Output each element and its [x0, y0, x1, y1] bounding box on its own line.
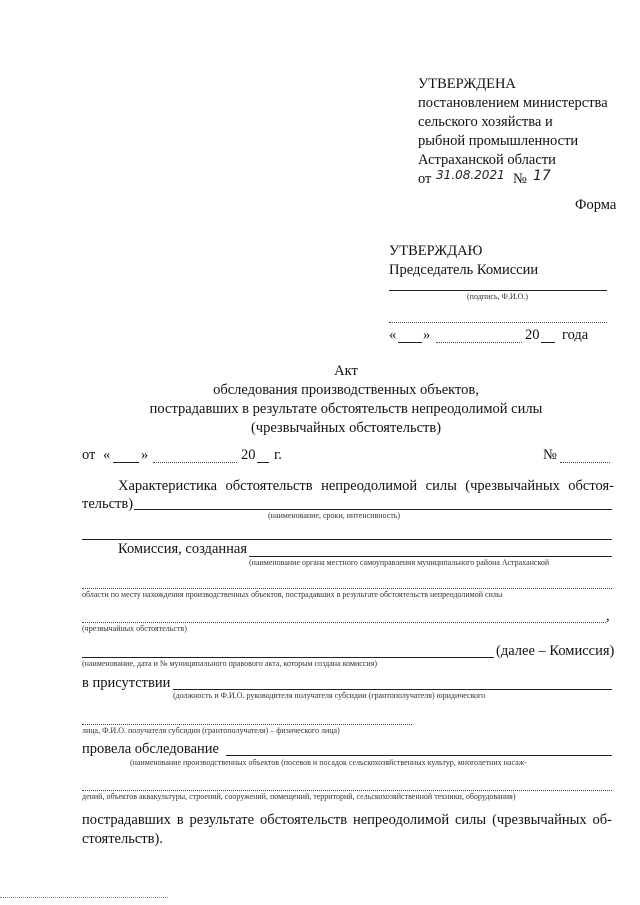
act-title: Акт [334, 363, 358, 379]
fill-line [226, 755, 612, 756]
commission-suffix: (далее – Комиссия) [496, 643, 615, 659]
inspection-label: провела обследование [82, 741, 219, 757]
act-subtitle: обследования производственных объектов, [213, 382, 479, 398]
month-blank [436, 342, 522, 343]
characteristics-text-cont: тельств) [82, 496, 134, 512]
final-text: пострадавших в результате обстоятельств непреодолимой силы (чрезвычайных об- [82, 812, 612, 828]
final-text-cont: стоятельств). [82, 831, 163, 847]
fill-line [82, 622, 606, 623]
presence-caption: лица, Ф.И.О. получателя субсидии (грантополучателя) – физического лица) [82, 726, 340, 735]
approve-date-close-quote: » [423, 327, 431, 343]
characteristics-text: Характеристика обстоятельств непреодолимой силы (чрезвычайных обстоя- [118, 478, 614, 494]
inspection-caption: (наименование производственных объектов (посевов и посадок сельскохозяйственных культур, многолетних насаж- [130, 758, 527, 767]
fill-line [82, 657, 494, 658]
approve-year-prefix: 20 [525, 327, 540, 343]
day-blank [398, 342, 422, 343]
number-blank [560, 462, 610, 463]
form-label: Форма [575, 197, 617, 213]
commission-caption: (чрезвычайных обстоятельств) [82, 624, 187, 633]
approval-line: постановлением министерства [418, 95, 608, 111]
day-blank [113, 462, 139, 463]
year-suffix: г. [274, 447, 282, 463]
commission-caption: (наименование, дата и № муниципального правового акта, которым создана комиссия) [82, 659, 378, 668]
act-subtitle: пострадавших в результате обстоятельств непреодолимой силы [149, 401, 543, 417]
dotted-line [389, 322, 607, 323]
approval-date-prefix: от [418, 171, 432, 187]
presence-caption: (должность и Ф.И.О. руководителя получателя субсидии (грантополучателя) юридического [173, 691, 486, 700]
approval-date-handwritten: 31.08.2021 [436, 168, 505, 182]
approve-year-suffix: года [562, 327, 589, 343]
approval-number-handwritten: 17 [533, 168, 551, 184]
inspection-caption: дений, объектов аквакультуры, строений, сооружений, помещений, территорий, сельскохозяйственной техники, оборудования) [82, 792, 516, 801]
fill-line [173, 689, 612, 690]
approval-line: Астраханской области [418, 152, 556, 168]
presence-label: в присутствии [82, 675, 171, 691]
commission-caption: (наименование органа местного самоуправления муниципального района Астраханской [249, 558, 550, 567]
signature-line [389, 290, 607, 291]
act-subtitle: (чрезвычайных обстоятельств) [250, 420, 442, 436]
fill-line [82, 539, 612, 540]
approval-line: рыбной промышленности [418, 133, 579, 149]
year-blank [541, 342, 555, 343]
number-prefix: № [543, 447, 557, 463]
characteristics-caption: (наименование, сроки, интенсивность) [268, 511, 401, 520]
approve-title: УТВЕРЖДАЮ [389, 243, 483, 259]
fill-line [82, 724, 412, 725]
commission-comma: , [606, 608, 610, 624]
year-blank [257, 462, 269, 463]
fill-line [82, 588, 612, 589]
month-blank [153, 462, 237, 463]
commission-caption: области по месту нахождения производственных объектов, пострадавших в результате обстоятельств непреодолимой силы [82, 590, 503, 599]
year-prefix: 20 [241, 447, 256, 463]
date-open-quote: « [103, 447, 111, 463]
fill-line [249, 556, 612, 557]
approve-date-open-quote: « [389, 327, 397, 343]
fill-line [134, 509, 612, 510]
approval-line: сельского хозяйства и [418, 114, 553, 130]
signature-caption: (подпись, Ф.И.О.) [467, 292, 529, 301]
page-edge-dots [0, 897, 168, 898]
fill-line [82, 790, 612, 791]
date-prefix: от [82, 447, 96, 463]
approve-subtitle: Председатель Комиссии [389, 262, 539, 278]
approval-title: УТВЕРЖДЕНА [418, 76, 516, 92]
date-close-quote: » [141, 447, 149, 463]
commission-label: Комиссия, созданная [118, 541, 247, 557]
approval-number-prefix: № [513, 171, 527, 187]
